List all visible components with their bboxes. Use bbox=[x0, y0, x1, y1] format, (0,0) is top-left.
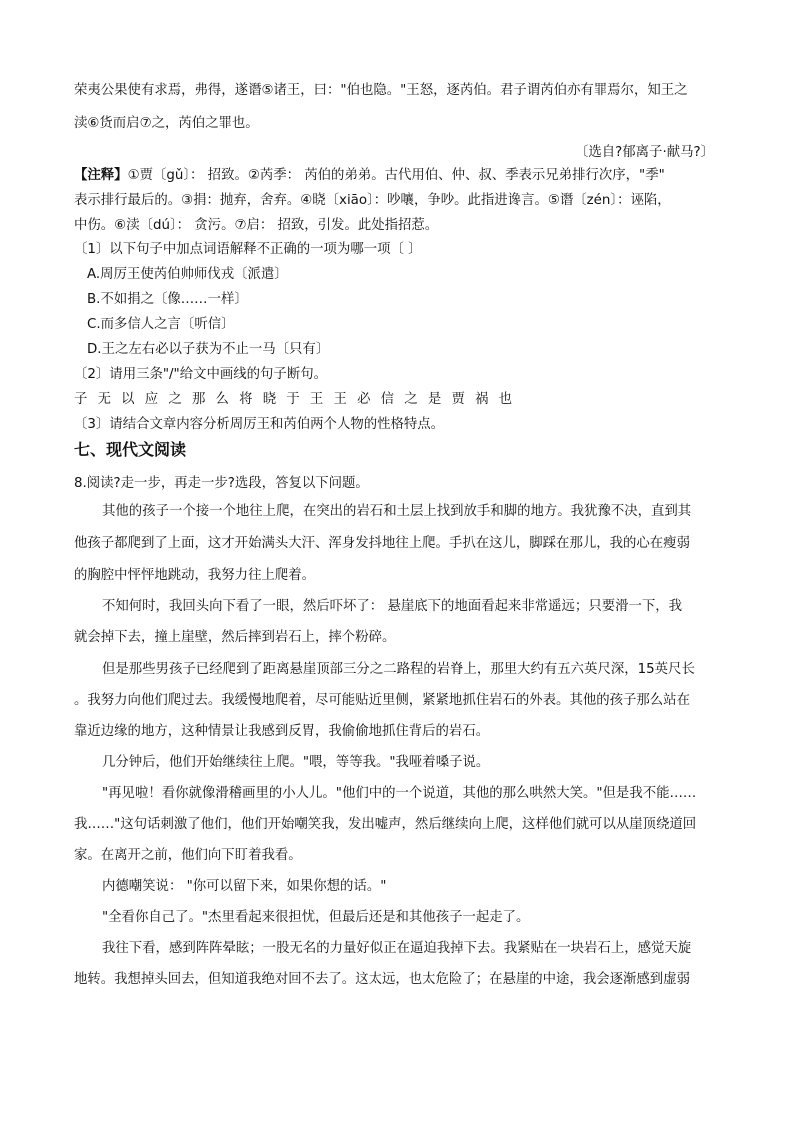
annotation-line-1 bbox=[74, 166, 724, 186]
question-1: 〔1〕以下句子中加点词语解释不正确的一项为哪一项〔 〕 bbox=[74, 242, 422, 257]
passage-line: 的胸腔中怦怦地跳动，我努力往上爬着。 bbox=[74, 568, 316, 583]
passage-line: "再见啦！看你就像滑稽画里的小人儿。"他们中的一个说道，其他的那么哄然大笑。"但是我不能…… bbox=[102, 786, 697, 801]
question-2-sentence: 子无以应之那么将晓于王王必信之是贾祸也 bbox=[74, 392, 523, 407]
reading-intro: 8.阅读?走一步，再走一步?选段，答复以下问题。 bbox=[74, 476, 369, 491]
classical-text-line-2: 渎⑥货而启⑦之，芮伯之罪也。 bbox=[74, 116, 259, 131]
passage-line: 其他的孩子一个接一个地往上爬，在突出的岩石和土层上找到放手和脚的地方。我犹豫不决，直到其 bbox=[102, 504, 692, 519]
passage-line: 几分钟后，他们开始继续往上爬。"喂，等等我。"我哑着嗓子说。 bbox=[102, 755, 490, 770]
source-citation: 〔选自?郁离子·献马?〕 bbox=[575, 145, 714, 160]
annotation-text: ①贾〔gǔ〕： 招致。②芮季： 芮伯的弟弟。古代用伯、仲、叔、季表示兄弟排行次序，"季" bbox=[127, 168, 665, 183]
passage-line: 就会掉下去，撞上崖壁，然后摔到岩石上，摔个粉碎。 bbox=[74, 630, 396, 645]
passage-line: 但是那些男孩子已经爬到了距离悬崖顶部三分之二路程的岩脊上，那里大约有五六英尺深，15英尺长 bbox=[102, 662, 695, 677]
question-3: 〔3〕请结合文章内容分析周厉王和芮伯两个人物的性格特点。 bbox=[74, 417, 445, 432]
passage-line: "全看你自己了。"杰里看起来很担忧，但最后还是和其他孩子一起走了。 bbox=[102, 910, 530, 925]
annotation-label: 【注释】 bbox=[74, 168, 128, 183]
passage-line: 他孩子都爬到了上面，这才开始满头大汗、浑身发抖地往上爬。手扒在这儿，脚踩在那儿，我的心在瘦弱 bbox=[74, 536, 690, 551]
classical-text-line-1: 荣夷公果使有求焉，弗得，遂谮⑤诸王，曰："伯也隐。"王怒，逐芮伯。君子谓芮伯亦有罪焉尔，知王之 bbox=[74, 83, 688, 98]
annotation-line-3: 中伤。⑥渎〔dú〕： 贪污。⑦启： 招致，引发。此处指招惹。 bbox=[74, 218, 439, 233]
question-2: 〔2〕请用三条"/"给文中画线的句子断句。 bbox=[74, 367, 327, 382]
question-1-option-c: C.而多信人之言〔听信〕 bbox=[87, 317, 235, 332]
passage-line: 内德嘲笑说： "你可以留下来，如果你想的话。" bbox=[102, 879, 387, 894]
question-1-option-a: A.周厉王使芮伯帅师伐戎〔派遣〕 bbox=[87, 267, 288, 282]
section-heading: 七、现代文阅读 bbox=[74, 440, 187, 459]
passage-line: 地转。我想掉头回去，但知道我绝对回不去了。这太远，也太危险了；在悬崖的中途，我会逐渐感到虚弱 bbox=[74, 972, 690, 987]
question-1-option-d: D.王之左右必以子获为不止一马〔只有〕 bbox=[87, 342, 330, 357]
passage-line: 。我努力向他们爬过去。我缓慢地爬着，尽可能贴近里侧，紧紧地抓住岩石的外表。其他的孩子那么站在 bbox=[74, 693, 690, 708]
annotation-line-2: 表示排行最后的。③捐：抛弃，舍弃。④晓〔xiāo〕：吵嚷，争吵。此指进谗言。⑤谮〔zén〕：诬陷， bbox=[74, 193, 671, 208]
passage-line: 我往下看，感到阵阵晕眩；一股无名的力量好似正在逼迫我掉下去。我紧贴在一块岩石上，感觉天旋 bbox=[102, 941, 692, 956]
passage-line: 不知何时，我回头向下看了一眼，然后吓坏了： 悬崖底下的地面看起来非常遥远；只要滑一下，我 bbox=[102, 599, 683, 614]
passage-line: 我……"这句话刺激了他们，他们开始嘲笑我，发出嘘声，然后继续向上爬，这样他们就可以从崖顶绕道回 bbox=[74, 817, 697, 832]
passage-line: 靠近边缘的地方，这种情景让我感到反胃，我偷偷地抓住背后的岩石。 bbox=[74, 724, 490, 739]
passage-line: 家。在离开之前，他们向下盯着我看。 bbox=[74, 848, 302, 863]
question-1-option-b: B.不如捐之〔像……一样〕 bbox=[87, 292, 248, 307]
